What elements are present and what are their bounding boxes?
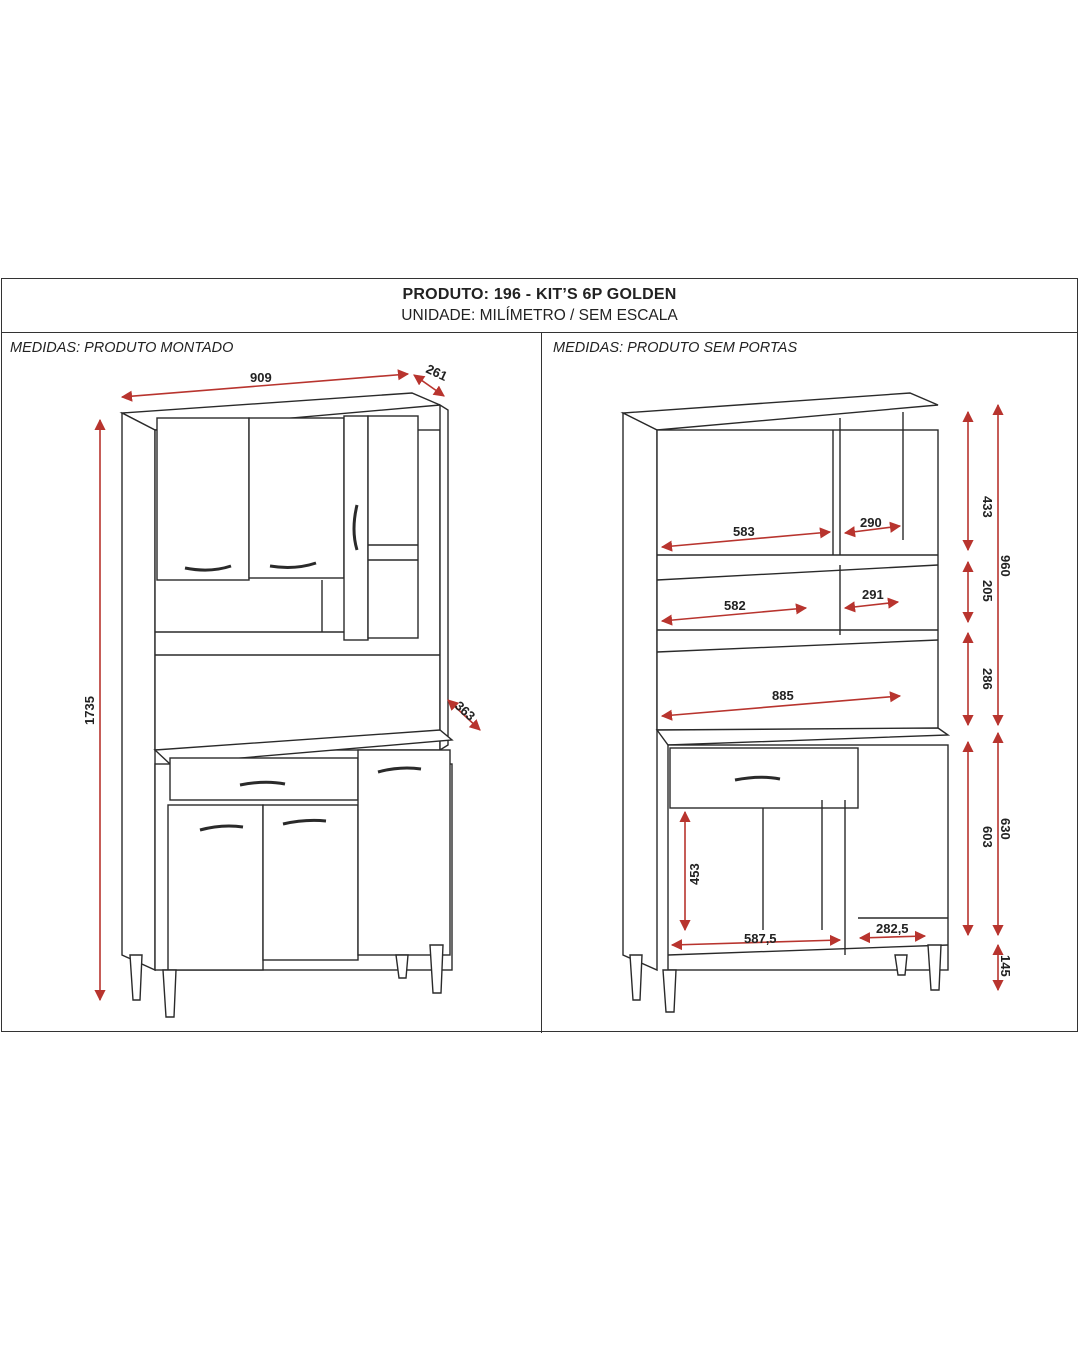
dim-middle-left-shelf: 582 [724, 598, 746, 613]
dim-lower-left-width: 587,5 [744, 931, 777, 946]
carcass-counter [657, 728, 948, 745]
lower-door-1 [168, 805, 263, 970]
carcass-left-side [623, 413, 657, 970]
product-title: PRODUTO: 196 - KIT’S 6P GOLDEN [402, 286, 677, 303]
left-panel-label: MEDIDAS: PRODUTO MONTADO [10, 340, 234, 356]
drawer-front [170, 758, 358, 800]
cabinet-right-edge [440, 405, 448, 750]
dim-960: 960 [998, 555, 1013, 577]
dim-upper-left-shelf: 583 [733, 524, 755, 539]
lower-door-2 [263, 805, 358, 960]
dim-603: 603 [980, 826, 995, 848]
dim-width: 909 [250, 370, 272, 385]
upper-door-2 [249, 418, 344, 578]
leg-back-right [430, 945, 443, 993]
leg-front-left [130, 955, 142, 1000]
carcass-upper-body [657, 430, 938, 730]
dim-upper-right-shelf: 290 [860, 515, 882, 530]
upper-right-niche [368, 416, 418, 638]
carcass-top [623, 393, 938, 430]
upper-door-1 [157, 418, 249, 580]
leg-back-left [396, 955, 408, 978]
right-panel-label: MEDIDAS: PRODUTO SEM PORTAS [553, 340, 798, 356]
dim-counter-depth: 363 [451, 698, 479, 724]
lower-door-3 [358, 750, 450, 955]
cabinet-left-side [122, 413, 155, 970]
dim-top-depth: 261 [423, 361, 450, 384]
dim-205: 205 [980, 580, 995, 602]
assembled-cabinet-drawing [122, 393, 452, 1017]
upper-door-3 [344, 416, 368, 640]
dim-middle-right-shelf: 291 [862, 587, 884, 602]
dim-145: 145 [998, 955, 1013, 977]
dim-height: 1735 [82, 696, 97, 725]
leg-front-right [163, 970, 176, 1017]
unit-subtitle: UNIDADE: MILÍMETRO / SEM ESCALA [401, 307, 678, 324]
dim-open-niche: 885 [772, 688, 794, 703]
dim-286: 286 [980, 668, 995, 690]
dim-433: 433 [980, 496, 995, 518]
dim-lower-interior: 453 [687, 863, 702, 885]
dim-630: 630 [998, 818, 1013, 840]
dim-lower-right-width: 282,5 [876, 921, 909, 936]
